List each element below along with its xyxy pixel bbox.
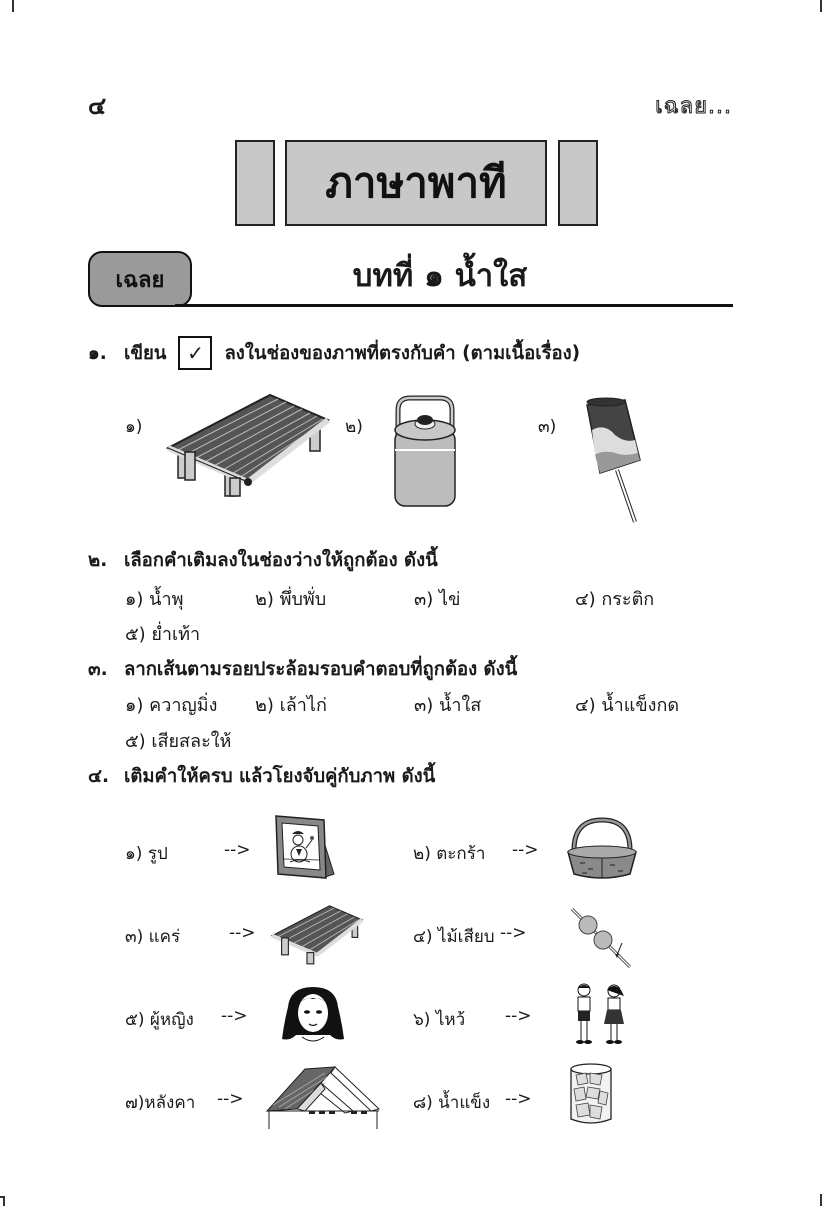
section-4-number: ๔. — [88, 766, 110, 787]
pair-5-label: ๕) ผู้หญิง — [125, 1010, 194, 1030]
section-2-option: ๓) ไข่ — [414, 589, 461, 610]
children-wai-icon — [570, 982, 636, 1048]
section-4-instruction: เติมคำให้ครบ แล้วโยงจับคู่กับภาพ ดังนี้ — [124, 766, 436, 787]
bamboo-bench-icon — [265, 903, 367, 965]
section-3-option: ๔) น้ำแข็งกด — [575, 695, 680, 716]
crop-mark-bottom-left-v — [3, 1196, 5, 1206]
section-3-option: ๒) เล้าไก่ — [255, 695, 327, 716]
figure-3-label: ๓) — [538, 417, 557, 437]
section-2-option: ๑) น้ำพุ — [125, 589, 184, 610]
figure-1-label: ๑) — [125, 417, 143, 437]
checkbox-example-icon: ✓ — [178, 336, 212, 370]
crop-mark-top-left — [12, 0, 14, 12]
section-1-number: ๑. — [88, 342, 107, 364]
ice-jar-icon — [568, 1061, 614, 1127]
running-head: เฉลย... — [655, 94, 732, 119]
section-2-number: ๒. — [88, 550, 108, 571]
section-3-heading — [88, 655, 517, 684]
pair-1-arrow: --> — [224, 840, 251, 860]
section-2-heading — [88, 546, 438, 575]
title-side-box-left — [235, 140, 275, 226]
woman-face-icon — [280, 985, 346, 1047]
section-3-option: ๑) ควาญมิ่ง — [125, 695, 218, 716]
pair-4-arrow: --> — [500, 923, 527, 943]
section-3-number: ๓. — [88, 659, 108, 680]
pair-8-arrow: --> — [505, 1089, 532, 1109]
thermos-bucket-icon — [390, 390, 460, 510]
section-4-heading — [88, 762, 435, 791]
pair-4-label: ๔) ไม้เสียบ — [413, 927, 495, 947]
section-2-option: ๒) พึ่บพั่บ — [255, 589, 327, 610]
section-2-instruction: เลือกคำเติมลงในช่องว่างให้ถูกต้อง ดังนี้ — [124, 550, 438, 571]
section-1-prefix: เขียน — [124, 342, 167, 364]
section-1-instruction: ลงในช่องของภาพที่ตรงกับคำ (ตามเนื้อเรื่อง) — [224, 342, 581, 364]
pair-8-label: ๘) น้ำแข็ง — [413, 1093, 491, 1113]
pair-2-arrow: --> — [512, 840, 539, 860]
lesson-underline — [175, 304, 733, 307]
title-side-box-right — [558, 140, 598, 226]
skewer-icon — [570, 905, 635, 970]
subject-title: ภาษาพาที — [285, 140, 547, 226]
lesson-title: บทที่ ๑ น้ำใส — [352, 258, 528, 294]
page-number: ๔ — [88, 92, 107, 120]
pair-3-arrow: --> — [229, 923, 256, 943]
bamboo-bench-icon — [160, 390, 332, 500]
section-3-instruction: ลากเส้นตามรอยประล้อมรอบคำตอบที่ถูกต้อง ดังนี้ — [124, 659, 518, 680]
section-1-heading — [88, 336, 580, 370]
pair-1-label: ๑) รูป — [125, 844, 168, 864]
pair-6-label: ๖) ไหว้ — [413, 1010, 466, 1030]
section-3-option: ๓) น้ำใส — [414, 695, 482, 716]
popsicle-icon — [585, 395, 645, 525]
roof-icon — [265, 1063, 383, 1129]
section-2-option: ๔) กระติก — [575, 589, 655, 610]
answer-label-badge: เฉลย — [88, 251, 192, 307]
pair-7-label: ๗)หลังคา — [125, 1093, 196, 1113]
section-2-option: ๕) ย่ำเท้า — [125, 624, 201, 645]
picture-frame-icon — [272, 812, 337, 882]
basket-icon — [566, 816, 638, 882]
pair-2-label: ๒) ตะกร้า — [413, 844, 486, 864]
figure-2-label: ๒) — [345, 417, 363, 437]
section-3-option: ๕) เสียสละให้ — [125, 731, 232, 752]
pair-6-arrow: --> — [505, 1006, 532, 1026]
pair-7-arrow: --> — [217, 1089, 244, 1109]
pair-3-label: ๓) แคร่ — [125, 927, 181, 947]
pair-5-arrow: --> — [221, 1006, 248, 1026]
